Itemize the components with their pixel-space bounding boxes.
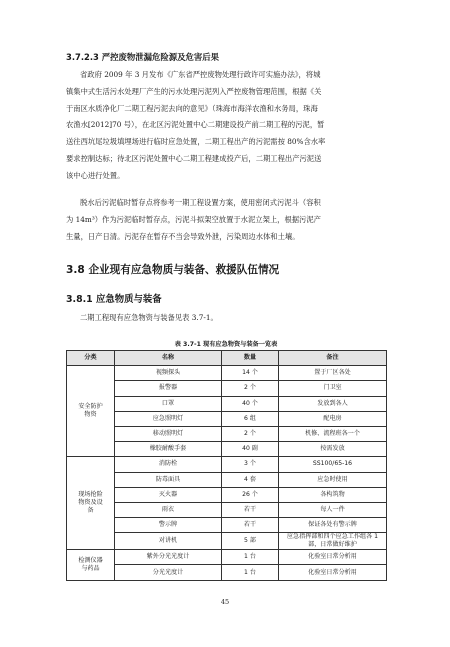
item-note: 每人一件 (279, 502, 387, 517)
item-note: 应急指挥部和四个应急工作组各 1 部，日常做好维护 (279, 533, 387, 550)
table-row (67, 442, 387, 457)
item-note: 发放到各人 (279, 396, 387, 411)
paragraph-line: 该中心进行处置。 (66, 170, 125, 180)
paragraph-line: 省政府 2009 年 3 月发布《广东省严控废物处理行政许可实施办法》，将城 (80, 70, 321, 79)
paragraph-line: 于南区水质净化厂二期工程污泥去向的意见》（珠海市海洋农渔和水务局，珠海 (66, 103, 318, 113)
item-quantity: 4 套 (222, 472, 279, 487)
table-row (67, 396, 387, 411)
item-quantity: 若干 (222, 518, 279, 533)
table-row (67, 411, 387, 426)
item-note: 应急时使用 (279, 472, 387, 487)
table-row (67, 565, 387, 580)
page-number: 45 (220, 598, 230, 606)
item-name: 警示牌 (115, 518, 222, 533)
table-header-row (67, 351, 387, 366)
paragraph-sludge-storage (66, 195, 396, 245)
item-quantity: 5 部 (222, 533, 279, 550)
item-name: 防毒面具 (115, 472, 222, 487)
table-caption: 表 3.7-1 现有应急物资与装备一览表 (174, 341, 278, 348)
item-name: 移动照明灯 (115, 426, 222, 441)
item-note: 机修、流程班各一个 (279, 426, 387, 441)
item-note: SS100/65-16 (279, 457, 387, 472)
item-note: 配电房 (279, 411, 387, 426)
table-row (67, 550, 387, 565)
column-header-quantity: 数量 (222, 351, 279, 366)
item-quantity: 3 个 (222, 457, 279, 472)
item-quantity: 6 组 (222, 411, 279, 426)
section-heading-3-7-2-3: 3.7.2.3 严控废物泄漏危险源及危害后果 (66, 52, 220, 62)
column-header-note: 备注 (279, 351, 387, 366)
item-note: 置于厂区各处 (279, 366, 387, 381)
item-name: 分光光度计 (115, 565, 222, 580)
category-cell: 检测仪器 与药品 (67, 550, 115, 580)
item-name: 报警器 (115, 381, 222, 396)
paragraph-line: 生量，日产日清。污泥存在暂存不当会导致外泄，污染周边水体和土壤。 (66, 231, 300, 241)
item-note: 各构筑物 (279, 487, 387, 502)
section-heading-3-8: 3.8 企业现有应急物质与装备、救援队伍情况 (66, 264, 280, 276)
table-row (67, 487, 387, 502)
item-name: 应急照明灯 (115, 411, 222, 426)
item-name: 雨衣 (115, 502, 222, 517)
paragraph-line: 为 14m³）作为污泥临时暂存点，污泥斗拟架空放置于水泥立架上，根据污泥产 (66, 214, 321, 224)
item-name: 视频探头 (115, 366, 222, 381)
paragraph-line: 镇集中式生活污水处理厂产生的污水处理污泥列入严控废物管理范围，根据《关 (66, 86, 322, 96)
paragraph-line: 农渔水[2012]70 号），在北区污泥处置中心二期建设投产前二期工程的污泥，暂 (66, 120, 325, 130)
paragraph-regulation (66, 67, 396, 185)
paragraph-line: 送往西坑尾垃圾填埋场进行临时应急处置，二期工程出产的污泥需按 80%含水率 (66, 137, 326, 147)
table-row (67, 502, 387, 517)
item-name: 口罩 (115, 396, 222, 411)
section-heading-3-8-1: 3.8.1 应急物质与装备 (66, 294, 162, 305)
item-name: 对讲机 (115, 533, 222, 550)
item-note: 门卫室 (279, 381, 387, 396)
table-row (67, 457, 387, 472)
table-row (67, 381, 387, 396)
paragraph-line: 二期工程现有应急物资与装备见表 3.7-1。 (80, 313, 218, 322)
item-quantity: 2 个 (222, 381, 279, 396)
item-quantity: 26 个 (222, 487, 279, 502)
item-name: 紫外分光光度计 (115, 550, 222, 565)
item-note: 保证各处有警示牌 (279, 518, 387, 533)
item-quantity: 40 个 (222, 396, 279, 411)
column-header-category: 分类 (67, 351, 115, 366)
item-quantity: 40 副 (222, 442, 279, 457)
item-name: 消防栓 (115, 457, 222, 472)
table-row (67, 533, 387, 550)
table-row (67, 366, 387, 381)
item-quantity: 1 台 (222, 565, 279, 580)
paragraph-line: 脱水后污泥临时暂存点将参考一期工程设置方案，使用密闭式污泥斗（容积 (80, 198, 321, 207)
item-name: 橡胶耐酸手套 (115, 442, 222, 457)
item-quantity: 14 个 (222, 366, 279, 381)
category-cell: 现场抢险 物资及设 备 (67, 457, 115, 550)
category-cell: 安全防护 物资 (67, 366, 115, 457)
item-quantity: 1 台 (222, 550, 279, 565)
column-header-name: 名称 (115, 351, 222, 366)
item-quantity: 2 个 (222, 426, 279, 441)
emergency-supplies-table (66, 350, 387, 581)
item-note: 按需发放 (279, 442, 387, 457)
paragraph-line: 要求控制达标；待北区污泥处置中心二期工程建成投产后，二期工程出产污泥送 (66, 153, 322, 163)
table-row (67, 472, 387, 487)
item-note: 化验室日常分析用 (279, 550, 387, 565)
table-row (67, 518, 387, 533)
table-row (67, 426, 387, 441)
item-name: 灭火器 (115, 487, 222, 502)
item-quantity: 若干 (222, 502, 279, 517)
paragraph-intro (66, 310, 396, 327)
item-note: 化验室日常分析用 (279, 565, 387, 580)
